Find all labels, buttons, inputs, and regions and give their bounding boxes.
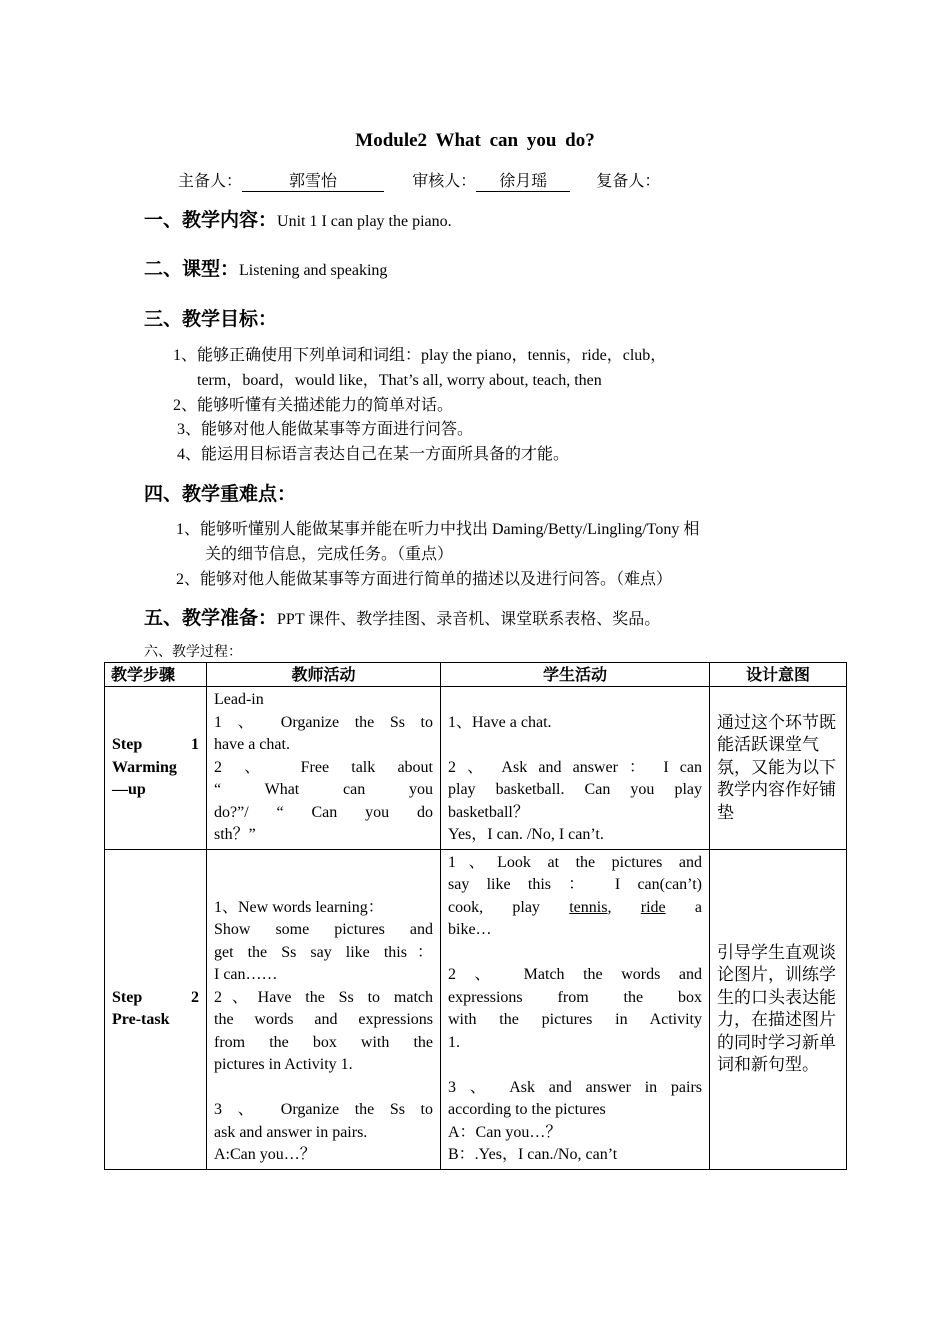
teaching-process-table (104, 662, 847, 1170)
step-line: —up (112, 781, 146, 798)
section-content (144, 205, 452, 232)
teacher-line: Lead-in (214, 691, 264, 708)
student-line: 1. (448, 1033, 460, 1051)
step-cell (105, 849, 207, 1169)
step-line: Warming (112, 758, 177, 776)
column-header: 学生活动 (441, 663, 710, 687)
blank-line (448, 1054, 702, 1077)
co-preparer-label: 复备人： (596, 171, 661, 190)
goal-item: 4、能运用目标语言表达自己在某一方面所具备的才能。 (177, 446, 570, 463)
teacher-activity-cell (207, 849, 441, 1169)
teacher-line: 1 、 Organize the Ss to (214, 713, 433, 731)
underlined-word: ride (640, 898, 666, 916)
process-label: 六、教学过程： (144, 644, 242, 660)
design-intent-cell: 通过这个环节既能活跃课堂气氛，又能为以下教学内容作好铺垫 (710, 687, 847, 850)
student-line: 1、Have a chat. (448, 713, 552, 731)
student-line: according to the pictures (448, 1101, 606, 1118)
teacher-line: pictures in Activity 1. (214, 1056, 353, 1073)
teacher-line: do?”/ “ Can you do (214, 803, 433, 821)
student-text: cook, play (448, 898, 540, 916)
teacher-line: from the box with the (214, 1033, 433, 1051)
teacher-line: 1、New words learning： (214, 898, 384, 916)
goal-item: 1、能够正确使用下列单词和词组：play the piano，tennis，ride，club， (173, 347, 667, 364)
blank-line (448, 942, 702, 965)
blank-line (214, 1077, 433, 1100)
column-header: 教师活动 (207, 663, 441, 687)
goal-item: 2、能够听懂有关描述能力的简单对话。 (173, 397, 454, 414)
page-title: Module2 What can you do? (355, 130, 595, 151)
section-prep (144, 603, 660, 630)
section-heading: 二、课型： (144, 258, 240, 280)
step-cell (105, 687, 207, 850)
underlined-word: tennis (569, 898, 608, 916)
reviewer-name: 徐月瑶 (476, 168, 570, 192)
student-line (448, 897, 702, 920)
design-intent-cell: 引导学生直观谈论图片，训练学生的口头表达能力，在描述图片的同时学习新单词和新句型。 (710, 849, 847, 1169)
goal-item: term，board，would like，That’s all, worry about, teach, then (197, 372, 602, 389)
section-goals-heading: 三、教学目标： (144, 308, 278, 330)
section-value: PPT 课件、教学挂图、录音机、课堂联系表格、奖品。 (277, 611, 661, 628)
section-heading: 一、教学内容： (144, 209, 278, 231)
column-header: 教学步骤 (105, 663, 207, 687)
teacher-line: get the Ss say like this： (214, 943, 433, 961)
preparers-line (178, 168, 660, 192)
section-heading: 五、教学准备： (144, 607, 278, 629)
student-line: B：.Yes，I can./No, can’t (448, 1146, 618, 1163)
student-activity-cell (441, 687, 710, 850)
table-row (105, 849, 847, 1169)
student-line: play basketball. Can you play (448, 781, 702, 798)
step-line: Step 1 (112, 736, 199, 753)
student-line: 2 、 Match the words and (448, 966, 702, 983)
keypoint-item: 1、能够听懂别人能做某事并能在听力中找出 Daming/Betty/Lingling/Tony 相 (176, 521, 700, 538)
keypoint-item: 关的细节信息，完成任务。（重点） (205, 546, 454, 563)
blank-line (448, 734, 702, 757)
teacher-line: I can…… (214, 966, 278, 983)
student-line: expressions from the box (448, 988, 702, 1006)
student-line: 3 、 Ask and answer in pairs (448, 1078, 702, 1096)
main-preparer-label: 主备人： (178, 171, 243, 190)
teacher-activity-cell (207, 687, 441, 850)
teacher-line: 2 、 Free talk about (214, 758, 433, 776)
section-value: Listening and speaking (239, 262, 388, 279)
student-line: bike… (448, 921, 492, 938)
step-line: Pre-task (112, 1011, 170, 1028)
section-keypoints-heading: 四、教学重难点： (144, 483, 297, 505)
student-line: 1、Look at the pictures and (448, 853, 702, 871)
section-value: Unit 1 I can play the piano. (277, 213, 452, 230)
teacher-line: sth？” (214, 826, 256, 843)
teacher-line: 3 、 Organize the Ss to (214, 1101, 433, 1118)
main-preparer-name: 郭雪怡 (242, 168, 384, 192)
teacher-line: Show some pictures and (214, 921, 433, 938)
table-header-row (105, 663, 847, 687)
student-text: a (694, 898, 703, 916)
student-line: say like this ： I can(can’t) (448, 876, 702, 893)
teacher-line: ask and answer in pairs. (214, 1123, 368, 1141)
reviewer-label: 审核人： (412, 171, 477, 190)
teacher-line: A:Can you…？ (214, 1146, 316, 1163)
student-line: with the pictures in Activity (448, 1011, 702, 1028)
table-row (105, 687, 847, 850)
column-header: 设计意图 (710, 663, 847, 687)
teacher-line: “ What can you (214, 781, 433, 798)
step-line: Step 2 (112, 988, 199, 1006)
student-line: A：Can you…？ (448, 1123, 562, 1141)
teacher-line: the words and expressions (214, 1011, 433, 1028)
student-activity-cell (441, 849, 710, 1169)
student-text: , (607, 898, 612, 916)
section-type (144, 254, 387, 281)
keypoint-item: 2、能够对他人能做某事等方面进行简单的描述以及进行问答。（难点） (176, 571, 673, 588)
student-line: basketball？ (448, 803, 529, 821)
student-line: Yes，I can. /No, I can’t. (448, 826, 604, 843)
goal-item: 3、能够对他人能做某事等方面进行问答。 (177, 421, 474, 438)
teacher-line: 2、Have the Ss to match (214, 988, 433, 1006)
teacher-line: have a chat. (214, 736, 290, 753)
student-line: 2 、 Ask and answer ： I can (448, 758, 702, 776)
